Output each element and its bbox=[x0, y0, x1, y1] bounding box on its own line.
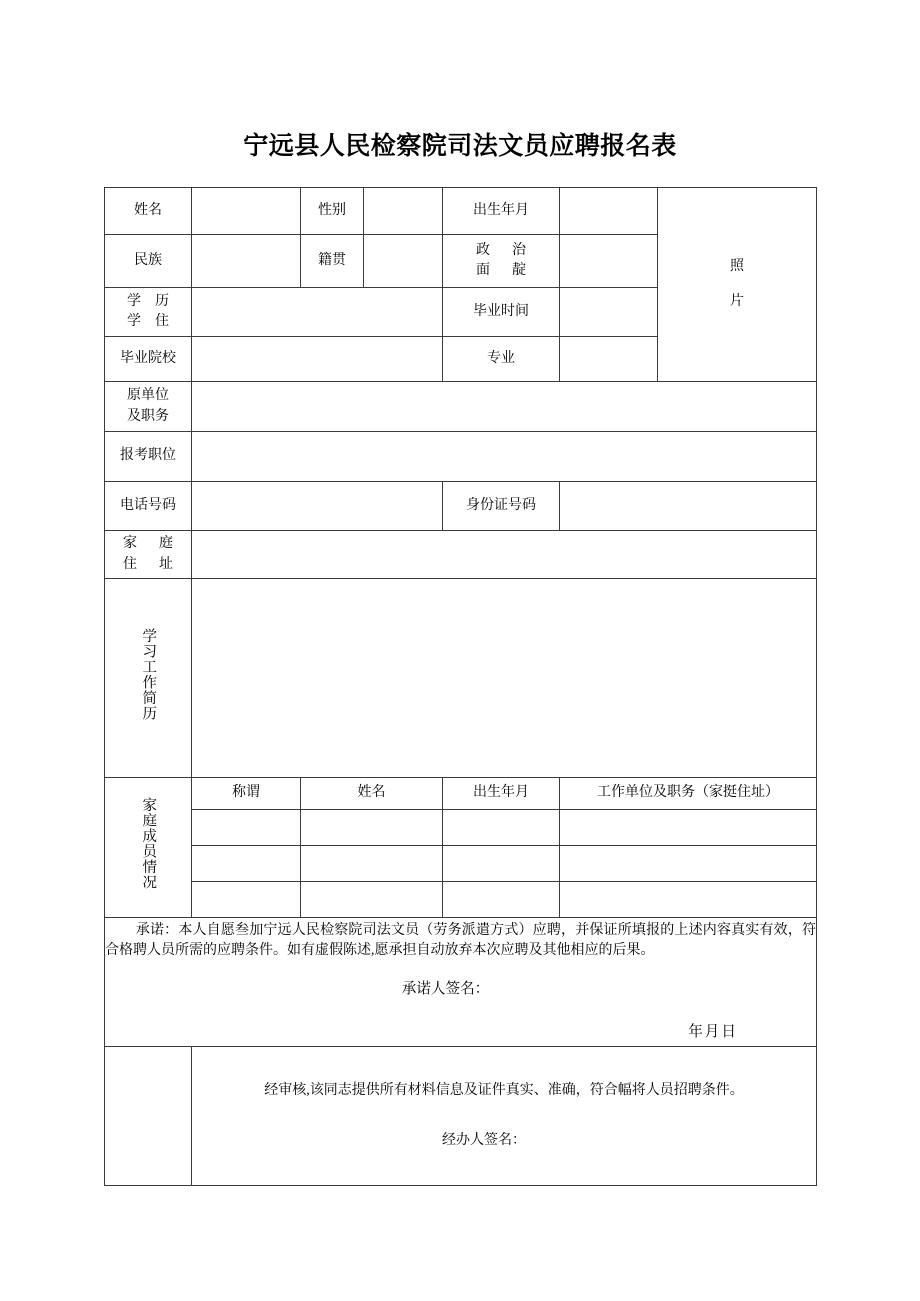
political-status-char2: 治 bbox=[512, 242, 526, 258]
family-cell-relation[interactable] bbox=[192, 882, 301, 918]
review-section bbox=[192, 1047, 817, 1186]
field-label-family-members bbox=[105, 778, 192, 918]
home-address-char4: 址 bbox=[159, 556, 173, 572]
family-cell-relation[interactable] bbox=[192, 810, 301, 846]
field-value-native-place[interactable] bbox=[364, 235, 443, 288]
field-label-resume bbox=[105, 579, 192, 778]
table-row-applied-position bbox=[105, 432, 817, 482]
family-cell-workplace[interactable] bbox=[560, 810, 817, 846]
review-signature-label[interactable]: 经办人签名： bbox=[442, 1133, 526, 1148]
political-status-char1: 政 bbox=[476, 242, 490, 258]
commitment-date-label[interactable]: 年月日 bbox=[688, 1024, 738, 1041]
field-label-graduation-time: 毕业时间 bbox=[443, 288, 560, 337]
education-char2: 历 bbox=[155, 293, 169, 309]
field-label-school: 毕业院校 bbox=[105, 337, 192, 382]
photo-label-line1: 照 bbox=[730, 259, 744, 275]
table-row-contact bbox=[105, 482, 817, 531]
former-unit-line2: 及职务 bbox=[127, 408, 169, 424]
family-cell-workplace[interactable] bbox=[560, 846, 817, 882]
family-cell-name[interactable] bbox=[301, 882, 443, 918]
table-row-former-unit bbox=[105, 382, 817, 432]
political-status-line2 bbox=[443, 261, 559, 281]
family-table-row bbox=[105, 810, 817, 846]
field-value-applied-position[interactable] bbox=[192, 432, 817, 482]
application-form-table bbox=[104, 187, 817, 1186]
family-cell-workplace[interactable] bbox=[560, 882, 817, 918]
field-value-major[interactable] bbox=[560, 337, 658, 382]
field-label-education bbox=[105, 288, 192, 337]
family-cell-name[interactable] bbox=[301, 810, 443, 846]
field-label-name: 姓名 bbox=[105, 188, 192, 235]
field-value-name[interactable] bbox=[192, 188, 301, 235]
commitment-paragraph: 承诺：本人自愿叁加宁远人民检察院司法文员（劳务派遣方式）应聘，并保证所填报的上述内容真实有效，符合格聘人员所需的应聘条件。如有虚假陈述,愿承担自动放弃本次应聘及其他相应的后果。 bbox=[105, 922, 816, 958]
field-label-native-place: 籍贯 bbox=[301, 235, 364, 288]
field-label-political-status bbox=[443, 235, 560, 288]
table-row-commitment bbox=[105, 918, 817, 1047]
family-column-header-birth: 出生年月 bbox=[443, 778, 560, 810]
political-status-char3: 面 bbox=[476, 263, 490, 278]
field-label-phone: 电话号码 bbox=[105, 482, 192, 531]
field-label-major: 专业 bbox=[443, 337, 560, 382]
review-left-blank-cell[interactable] bbox=[105, 1047, 192, 1186]
political-status-char4: 靛 bbox=[512, 263, 526, 278]
family-column-header-relation: 称谓 bbox=[192, 778, 301, 810]
field-value-home-address[interactable] bbox=[192, 531, 817, 579]
photo-label-line2: 片 bbox=[730, 293, 744, 309]
table-row-review bbox=[105, 1047, 817, 1186]
photo-label-spacer bbox=[658, 278, 816, 292]
family-cell-birth[interactable] bbox=[443, 810, 560, 846]
field-label-applied-position: 报考职位 bbox=[105, 432, 192, 482]
education-char4: 住 bbox=[155, 314, 169, 329]
family-column-header-workplace: 工作单位及职务（家挺住址） bbox=[560, 778, 817, 810]
field-label-gender: 性别 bbox=[301, 188, 364, 235]
table-row-resume bbox=[105, 579, 817, 778]
field-value-id-number[interactable] bbox=[560, 482, 817, 531]
home-address-char1: 家 bbox=[123, 536, 137, 552]
home-address-line2 bbox=[105, 555, 191, 575]
education-line1 bbox=[105, 292, 191, 312]
field-value-resume[interactable] bbox=[192, 579, 817, 778]
home-address-line1 bbox=[105, 534, 191, 554]
education-line2 bbox=[105, 312, 191, 332]
field-value-former-unit[interactable] bbox=[192, 382, 817, 432]
home-address-char2: 庭 bbox=[159, 536, 173, 552]
photo-placeholder-cell[interactable] bbox=[658, 188, 817, 382]
former-unit-line1: 原单位 bbox=[127, 388, 169, 404]
field-value-birth-date[interactable] bbox=[560, 188, 658, 235]
table-row-home-address bbox=[105, 531, 817, 579]
family-table-row bbox=[105, 882, 817, 918]
family-column-header-name: 姓名 bbox=[301, 778, 443, 810]
family-cell-birth[interactable] bbox=[443, 846, 560, 882]
field-value-ethnicity[interactable] bbox=[192, 235, 301, 288]
field-label-ethnicity: 民族 bbox=[105, 235, 192, 288]
field-value-graduation-time[interactable] bbox=[560, 288, 658, 337]
field-label-former-unit bbox=[105, 382, 192, 432]
family-table-row bbox=[105, 846, 817, 882]
field-value-gender[interactable] bbox=[364, 188, 443, 235]
field-label-home-address bbox=[105, 531, 192, 579]
table-row-name bbox=[105, 188, 817, 235]
table-row-family-header bbox=[105, 778, 817, 810]
home-address-char3: 住 bbox=[123, 556, 137, 572]
field-label-birth-date: 出生年月 bbox=[443, 188, 560, 235]
field-value-school[interactable] bbox=[192, 337, 443, 382]
page-title: 宁远县人民检察院司法文员应聘报名表 bbox=[243, 132, 677, 160]
education-char3: 学 bbox=[127, 314, 141, 329]
commitment-signature-label[interactable]: 承诺人签名： bbox=[401, 981, 490, 998]
field-value-phone[interactable] bbox=[192, 482, 443, 531]
family-cell-relation[interactable] bbox=[192, 846, 301, 882]
field-value-political-status[interactable] bbox=[560, 235, 658, 288]
commitment-section bbox=[105, 918, 817, 1047]
family-label-vertical: 家庭成员情况 bbox=[140, 797, 157, 891]
review-text: 经审核,该同志提供所有材料信息及证件真实、准确，符合幅将人员招聘条件。 bbox=[264, 1082, 744, 1098]
resume-label-vertical: 学习工作简历 bbox=[140, 627, 157, 721]
political-status-line1 bbox=[443, 241, 559, 261]
field-value-education[interactable] bbox=[192, 288, 443, 337]
field-label-id-number: 身份证号码 bbox=[443, 482, 560, 531]
education-char1: 学 bbox=[127, 293, 141, 309]
family-cell-name[interactable] bbox=[301, 846, 443, 882]
family-cell-birth[interactable] bbox=[443, 882, 560, 918]
